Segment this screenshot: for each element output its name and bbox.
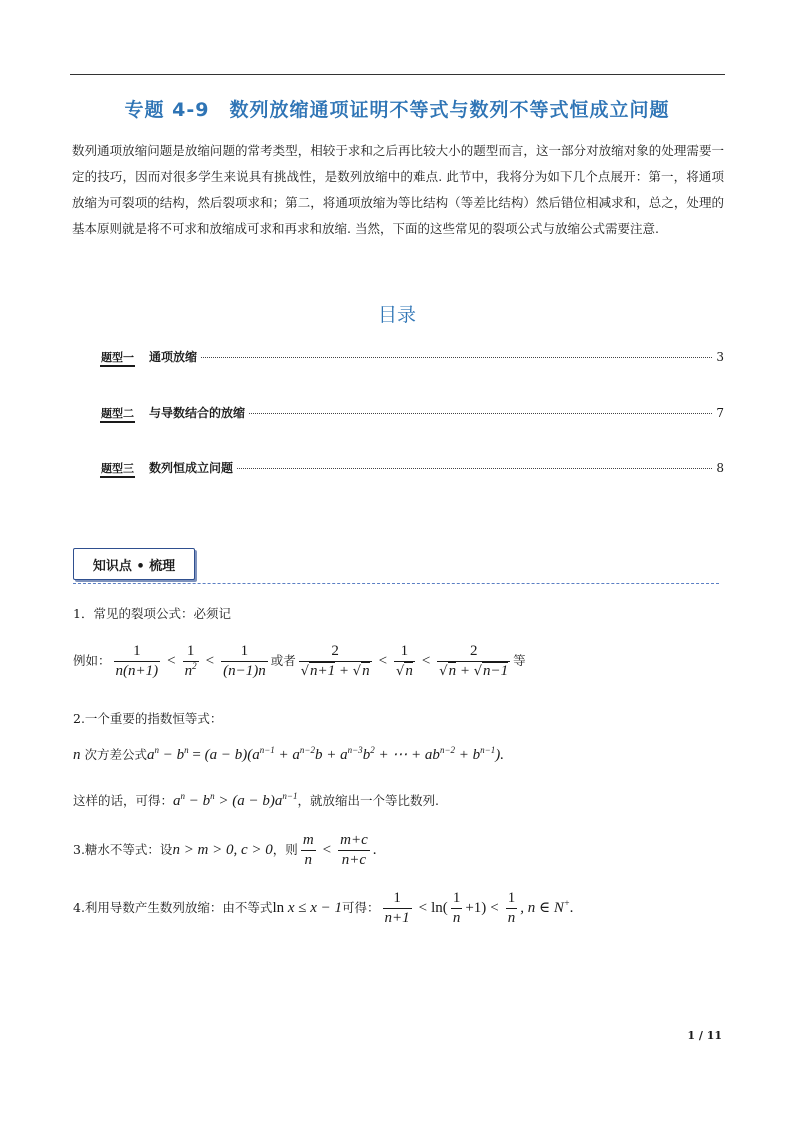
section-2-title: 2.一个重要的指数恒等式： <box>73 711 223 726</box>
toc-item-label: 与导数结合的放缩 <box>149 406 246 420</box>
toc-item-label: 通项放缩 <box>149 350 198 364</box>
toc-item[interactable] <box>100 404 724 422</box>
formula-prefix: 3.糖水不等式：设 <box>73 842 173 857</box>
toc-item-badge: 题型二 <box>100 405 135 423</box>
knowledge-section-badge: 知识点 • 梳理 <box>73 548 195 580</box>
formula-derivative-scaling: 4.利用导数产生数列放缩：由不等式ln x ≤ x − 1可得： $\frac{1}{n+1}$ < ln( $\frac{1}{n}$ +1) < $\frac{1}{n}$ , n ∈ N+. <box>73 890 574 926</box>
toc-item-page: 3 <box>716 350 724 364</box>
formula-then: ，则 <box>272 842 298 857</box>
toc-item-badge: 题型三 <box>100 460 135 478</box>
formula-suffix: ，就放缩出一个等比数列. <box>297 793 439 808</box>
formula-prefix: 这样的话，可得： <box>73 793 174 808</box>
section-divider <box>73 583 719 584</box>
toc-item-badge: 题型一 <box>100 349 135 367</box>
toc-item[interactable] <box>100 459 724 477</box>
toc-title: 目录 <box>377 304 416 326</box>
formula-prefix: 4.利用导数产生数列放缩：由不等式 <box>73 900 273 915</box>
toc-item-page: 7 <box>716 406 724 420</box>
formula-or: 或者 <box>270 653 296 668</box>
formula-prefix: 例如： <box>73 653 111 668</box>
page-number: 1 / 11 <box>687 1029 722 1042</box>
formula-power-difference: n 次方差公式$a^n - b^n = (a - b)(a^{n-1} + a^{n-2}b + a^{n-3}b^2$ + ⋯ + $ab^{n-2} + b^{n-1}$). <box>73 745 504 763</box>
toc-item-page: 8 <box>716 461 724 475</box>
toc-leader-dots <box>201 357 712 358</box>
header-rule <box>70 74 725 75</box>
intro-paragraph: 数列通项放缩问题是放缩问题的常考类型，相较于求和之后再比较大小的题型而言，这一部分对放缩对象的处理需要一定的技巧，因而对很多学生来说具有挑战性，是数列放缩中的难点. 此节中，我将分为如下几个点展开：第一，将通项放缩为可裂项的结构，然后裂项求和；第二，将通项放缩为等比结构（等差比结构）然后错位相减求和，总之，处理的基本原则就是将不可求和放缩成可求和再求和放缩. 当然，下面的这些常见的裂项公式与放缩公式需要注意. <box>72 143 724 236</box>
toc-leader-dots <box>249 413 712 414</box>
formula-sugar-water: 3.糖水不等式：设n > m > 0, c > 0，则 $\frac{m}{n}$ < $\frac{m+c}{n+c}$ . <box>73 832 377 868</box>
toc-leader-dots <box>237 468 712 469</box>
section-1-title: 1．常见的裂项公式：必须记 <box>73 606 231 621</box>
toc-item[interactable] <box>100 348 724 366</box>
formula-get: 可得： <box>342 900 380 915</box>
formula-split-terms: 例如： $\frac{1}{n(n+1)}$ < $\frac{1}{n^2}$ < $\frac{1}{(n-1)n}$ 或者 $\frac{2}{√n+1 + √n}$ < $\frac{1}{√n}$ < $\frac{2}{√n + √n-1}$ 等 <box>73 643 526 679</box>
page-title: 专题 4-9 数列放缩通项证明不等式与数列不等式恒成立问题 <box>124 99 670 121</box>
toc-item-label: 数列恒成立问题 <box>149 461 234 475</box>
formula-geometric-result: 这样的话，可得：$a^n - b^n > (a - b)a^{n-1}$，就放缩出一个等比数列. <box>73 791 439 809</box>
formula-suffix: 等 <box>513 653 526 668</box>
formula-label: 次方差公式 <box>84 747 147 762</box>
